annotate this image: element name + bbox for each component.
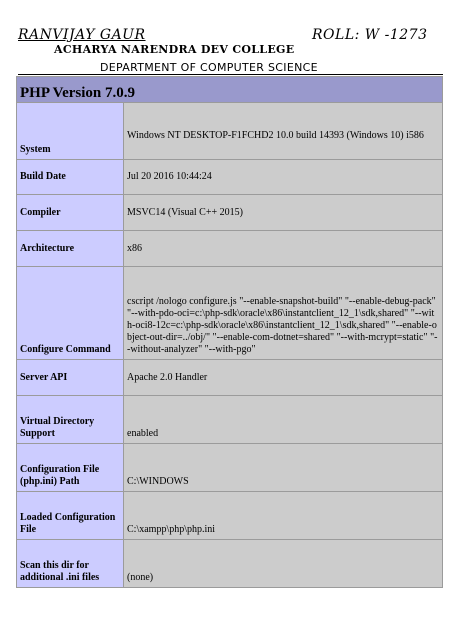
php-version-title: PHP Version 7.0.9	[17, 77, 443, 103]
row-key: Configuration File (php.ini) Path	[17, 444, 124, 492]
roll-number: ROLL: W -1273	[312, 27, 428, 43]
table-row	[17, 160, 443, 195]
table-row	[17, 492, 443, 540]
header-divider	[18, 74, 443, 75]
row-key: System	[17, 103, 124, 160]
php-info-table	[16, 76, 443, 588]
table-row	[17, 103, 443, 160]
row-key: Architecture	[17, 231, 124, 267]
table-row	[17, 195, 443, 231]
row-key: Scan this dir for additional .ini files	[17, 540, 124, 588]
row-value: MSVC14 (Visual C++ 2015)	[124, 195, 443, 231]
row-key: Server API	[17, 360, 124, 396]
row-value: Jul 20 2016 10:44:24	[124, 160, 443, 195]
table-row	[17, 540, 443, 588]
table-row	[17, 360, 443, 396]
row-key: Configure Command	[17, 267, 124, 360]
row-value: Apache 2.0 Handler	[124, 360, 443, 396]
table-title-row	[17, 77, 443, 103]
table-row	[17, 267, 443, 360]
row-value: Windows NT DESKTOP-F1FCHD2 10.0 build 14393 (Windows 10) i586	[124, 103, 443, 160]
row-value: (none)	[124, 540, 443, 588]
row-key: Virtual Directory Support	[17, 396, 124, 444]
table-row	[17, 231, 443, 267]
row-value: C:\WINDOWS	[124, 444, 443, 492]
table-row	[17, 396, 443, 444]
row-value: C:\xampp\php\php.ini	[124, 492, 443, 540]
row-key: Compiler	[17, 195, 124, 231]
college-name: ACHARYA NARENDRA DEV COLLEGE	[54, 43, 295, 56]
row-value: cscript /nologo configure.js "--enable-snapshot-build" "--enable-debug-pack" "--with-pdo-oci=c:\php-sdk\oracle\x86\instantclient_12_1\sdk,shared" "--with-oci8-12c=c:\php-sdk\oracle\x86\instantclient_12_1\sdk,shared" "--enable-object-out-dir=../obj/" "--enable-com-dotnet=shared" "--with-mcrypt=static" "--without-analyzer" "--with-pgo"	[124, 267, 443, 360]
row-value: enabled	[124, 396, 443, 444]
row-key: Loaded Configuration File	[17, 492, 124, 540]
department-name: DEPARTMENT OF COMPUTER SCIENCE	[100, 61, 318, 74]
student-name: RANVIJAY GAUR	[18, 27, 146, 43]
row-value: x86	[124, 231, 443, 267]
table-row	[17, 444, 443, 492]
row-key: Build Date	[17, 160, 124, 195]
